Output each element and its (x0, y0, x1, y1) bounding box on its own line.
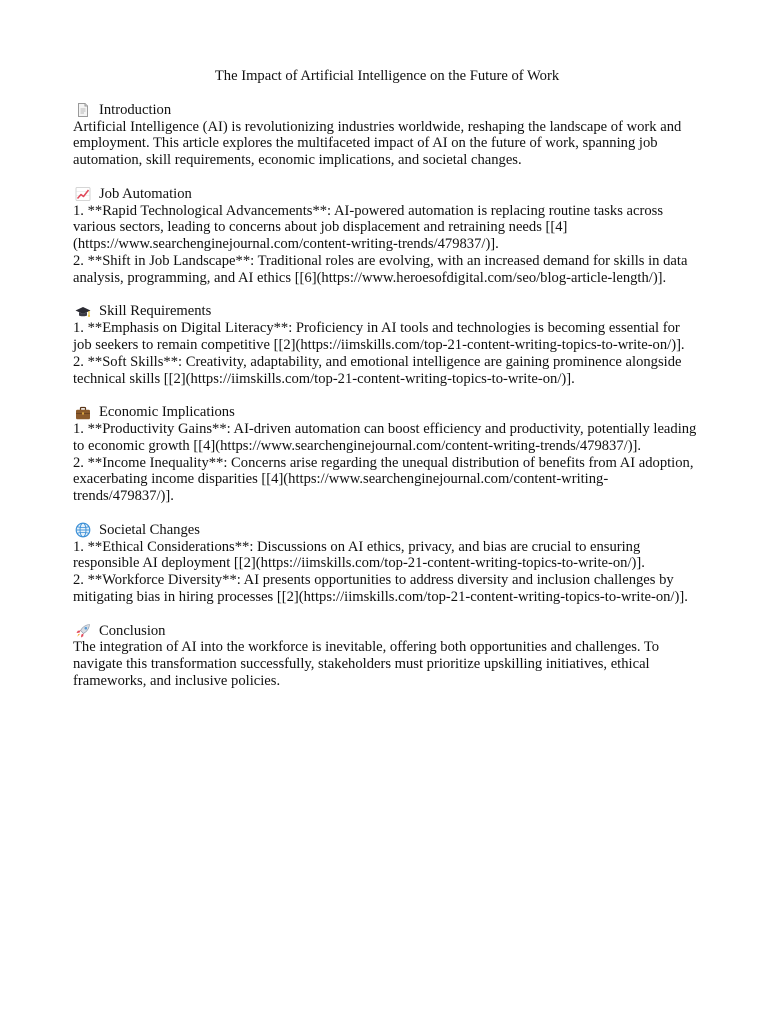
paragraph: 1. **Rapid Technological Advancements**: AI-powered automation is replacing routine tasks across various sectors, leading to concerns about job displacement and retraining needs [[4](https://www.searchenginejournal.com/content-writing-trends/479837/)]. (73, 202, 664, 253)
section-heading (73, 186, 701, 203)
globe-icon (75, 522, 91, 538)
document-title: The Impact of Artificial Intelligence on the Future of Work (214, 68, 560, 84)
rocket-icon (75, 623, 91, 639)
section-heading (73, 303, 701, 320)
paragraph: 2. **Soft Skills**: Creativity, adaptability, and emotional intelligence are gaining prominence alongside technical skills [[2](https://iimskills.com/top-21-content-writing-topics-to-write-on/)]. (73, 353, 682, 387)
section-heading-text: Economic Implications (99, 404, 235, 421)
paragraph: 1. **Productivity Gains**: AI-driven automation can boost efficiency and productivity, potentially leading to economic growth [[4](https://www.searchenginejournal.com/content-writing-trends/479837/)]. (73, 420, 697, 454)
paragraph: 1. **Ethical Considerations**: Discussions on AI ethics, privacy, and bias are crucial to ensuring responsible AI deployment [[2](https://iimskills.com/top-21-content-writing-topics-to-write-on/)]. (73, 538, 645, 572)
briefcase-icon (75, 405, 91, 421)
paragraph: 1. **Emphasis on Digital Literacy**: Proficiency in AI tools and technologies is becoming essential for job seekers to remain competitive [[2](https://iimskills.com/top-21-content-writing-topics-to-write-on/)]. (73, 320, 685, 353)
section-heading (73, 102, 701, 119)
document-page (73, 68, 701, 706)
paragraph: 2. **Workforce Diversity**: AI presents opportunities to address diversity and inclusion challenges by mitigating bias in hiring processes [[2](https://iimskills.com/top-21-content-writing-topics-to-write-on/)]. (73, 572, 688, 605)
section-job-automation (73, 186, 701, 287)
paragraph: Artificial Intelligence (AI) is revolutionizing industries worldwide, reshaping the landscape of work and employment. This article explores the multifaceted impact of AI on the future of work, spanning job automation, skill requirements, economic implications, and societal changes. (73, 118, 682, 169)
section-introduction (73, 102, 701, 169)
section-heading (73, 623, 701, 640)
section-heading-text: Job Automation (99, 185, 192, 202)
section-conclusion (73, 623, 701, 690)
chart-increasing-icon (75, 186, 91, 202)
paragraph: 2. **Income Inequality**: Concerns arise regarding the unequal distribution of benefits from AI adoption, exacerbating income disparities [[4](https://www.searchenginejournal.com/content-writing-trends/479837/)]. (73, 454, 694, 505)
paragraph: 2. **Shift in Job Landscape**: Traditional roles are evolving, with an increased demand for skills in data analysis, programming, and AI ethics [[6](https://www.heroesofdigital.com/seo/blog-article-length/)]. (73, 252, 688, 286)
section-heading (73, 404, 701, 421)
page-icon (75, 102, 91, 118)
section-societal-changes (73, 522, 701, 606)
section-heading-text: Societal Changes (99, 521, 200, 538)
section-skill-requirements (73, 303, 701, 387)
section-heading-text: Conclusion (99, 622, 166, 639)
section-heading (73, 522, 701, 539)
graduation-cap-icon (75, 304, 91, 320)
section-heading-text: Introduction (99, 101, 172, 118)
paragraph: The integration of AI into the workforce is inevitable, offering both opportunities and challenges. To navigate this transformation successfully, stakeholders must prioritize upskilling initiatives, ethical frameworks, and inclusive policies. (73, 639, 660, 689)
section-economic-implications (73, 404, 701, 505)
section-heading-text: Skill Requirements (99, 303, 212, 320)
